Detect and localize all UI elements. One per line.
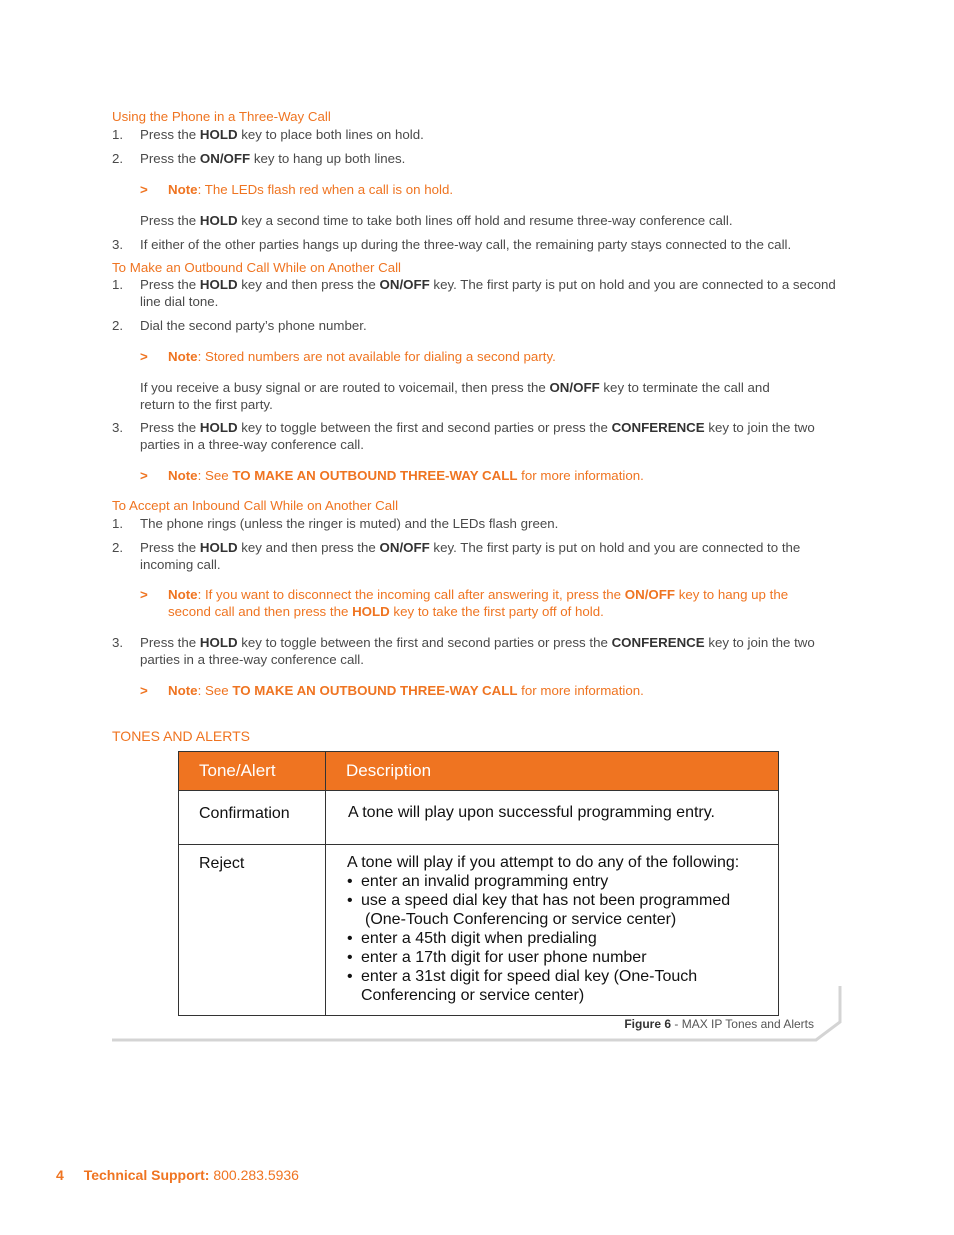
list-item: 1. Press the HOLD key to place both lines on hold. [112,127,424,142]
table-row [179,791,779,845]
note: > Note: If you want to disconnect the incoming call after answering it, press the ON/OFF key to hang up the second call and then press the HOLD key to take the first party off of hold. [140,587,789,619]
table-cell: Reject [179,845,326,1016]
list-item: 2. Press the HOLD key and then press the ON/OFF key. The first party is put on hold and you are connected to the incoming call. [112,540,801,572]
support-phone: 800.283.5936 [213,1167,299,1183]
section-heading-outbound: To Make an Outbound Call While on Another Call [112,260,401,275]
list-item: 3. Press the HOLD key to toggle between the first and second parties or press the CONFERENCE key to join the two parties in a three-way conference call. [112,420,815,452]
note: > Note: See TO MAKE AN OUTBOUND THREE-WAY CALL for more information. [140,683,644,698]
section-heading-three-way: Using the Phone in a Three-Way Call [112,109,331,124]
list-item: • enter a 45th digit when predialing [347,929,778,948]
list-item: 2. Press the ON/OFF key to hang up both lines. [112,151,406,166]
column-header: Tone/Alert [179,752,326,791]
list-item: 3. Press the HOLD key to toggle between the first and second parties or press the CONFERENCE key to join the two parties in a three-way conference call. [112,635,815,667]
figure-frame [110,984,846,1044]
list-item: • enter a 31st digit for speed dial key (One-Touch [347,967,778,986]
note: > Note: The LEDs flash red when a call is on hold. [140,182,454,197]
support-label: Technical Support: [83,1167,210,1183]
note: > Note: Stored numbers are not available for dialing a second party. [140,349,556,364]
page-footer [56,1167,299,1183]
description-text: A tone will play if you attempt to do any of the following: [347,854,740,871]
table-header-row [179,752,779,791]
list-item-continuation: Conferencing or service center) [361,987,585,1004]
list-item: • enter an invalid programming entry [347,872,778,891]
list-item: 1. The phone rings (unless the ringer is muted) and the LEDs flash green. [112,516,559,531]
list-item: 2. Dial the second party’s phone number. [112,318,367,333]
list-item: 3. If either of the other parties hangs up during the three-way call, the remaining party stays connected to the call. [112,237,792,252]
list-item-continuation: (One-Touch Conferencing or service center) [365,911,677,928]
column-header: Description [326,752,779,791]
list-item: 1. Press the HOLD key and then press the ON/OFF key. The first party is put on hold and you are connected to a second line dial tone. [112,277,836,309]
figure-caption: Figure 6 - MAX IP Tones and Alerts [624,1017,814,1031]
tones-table [178,751,779,1016]
list-item: • enter a 17th digit for user phone number [347,948,778,967]
note: > Note: See TO MAKE AN OUTBOUND THREE-WAY CALL for more information. [140,468,644,483]
section-heading-tones: TONES AND ALERTS [112,728,250,744]
paragraph: Press the HOLD key a second time to take both lines off hold and resume three-way conference call. [140,213,733,228]
table-cell: A tone will play upon successful programming entry. [326,791,779,845]
table-cell: Confirmation [179,791,326,845]
list-item: • use a speed dial key that has not been programmed [347,891,778,910]
page-number: 4 [56,1167,64,1183]
paragraph: If you receive a busy signal or are routed to voicemail, then press the ON/OFF key to terminate the call and return to the first party. [140,380,770,412]
section-heading-inbound: To Accept an Inbound Call While on Another Call [112,498,399,513]
